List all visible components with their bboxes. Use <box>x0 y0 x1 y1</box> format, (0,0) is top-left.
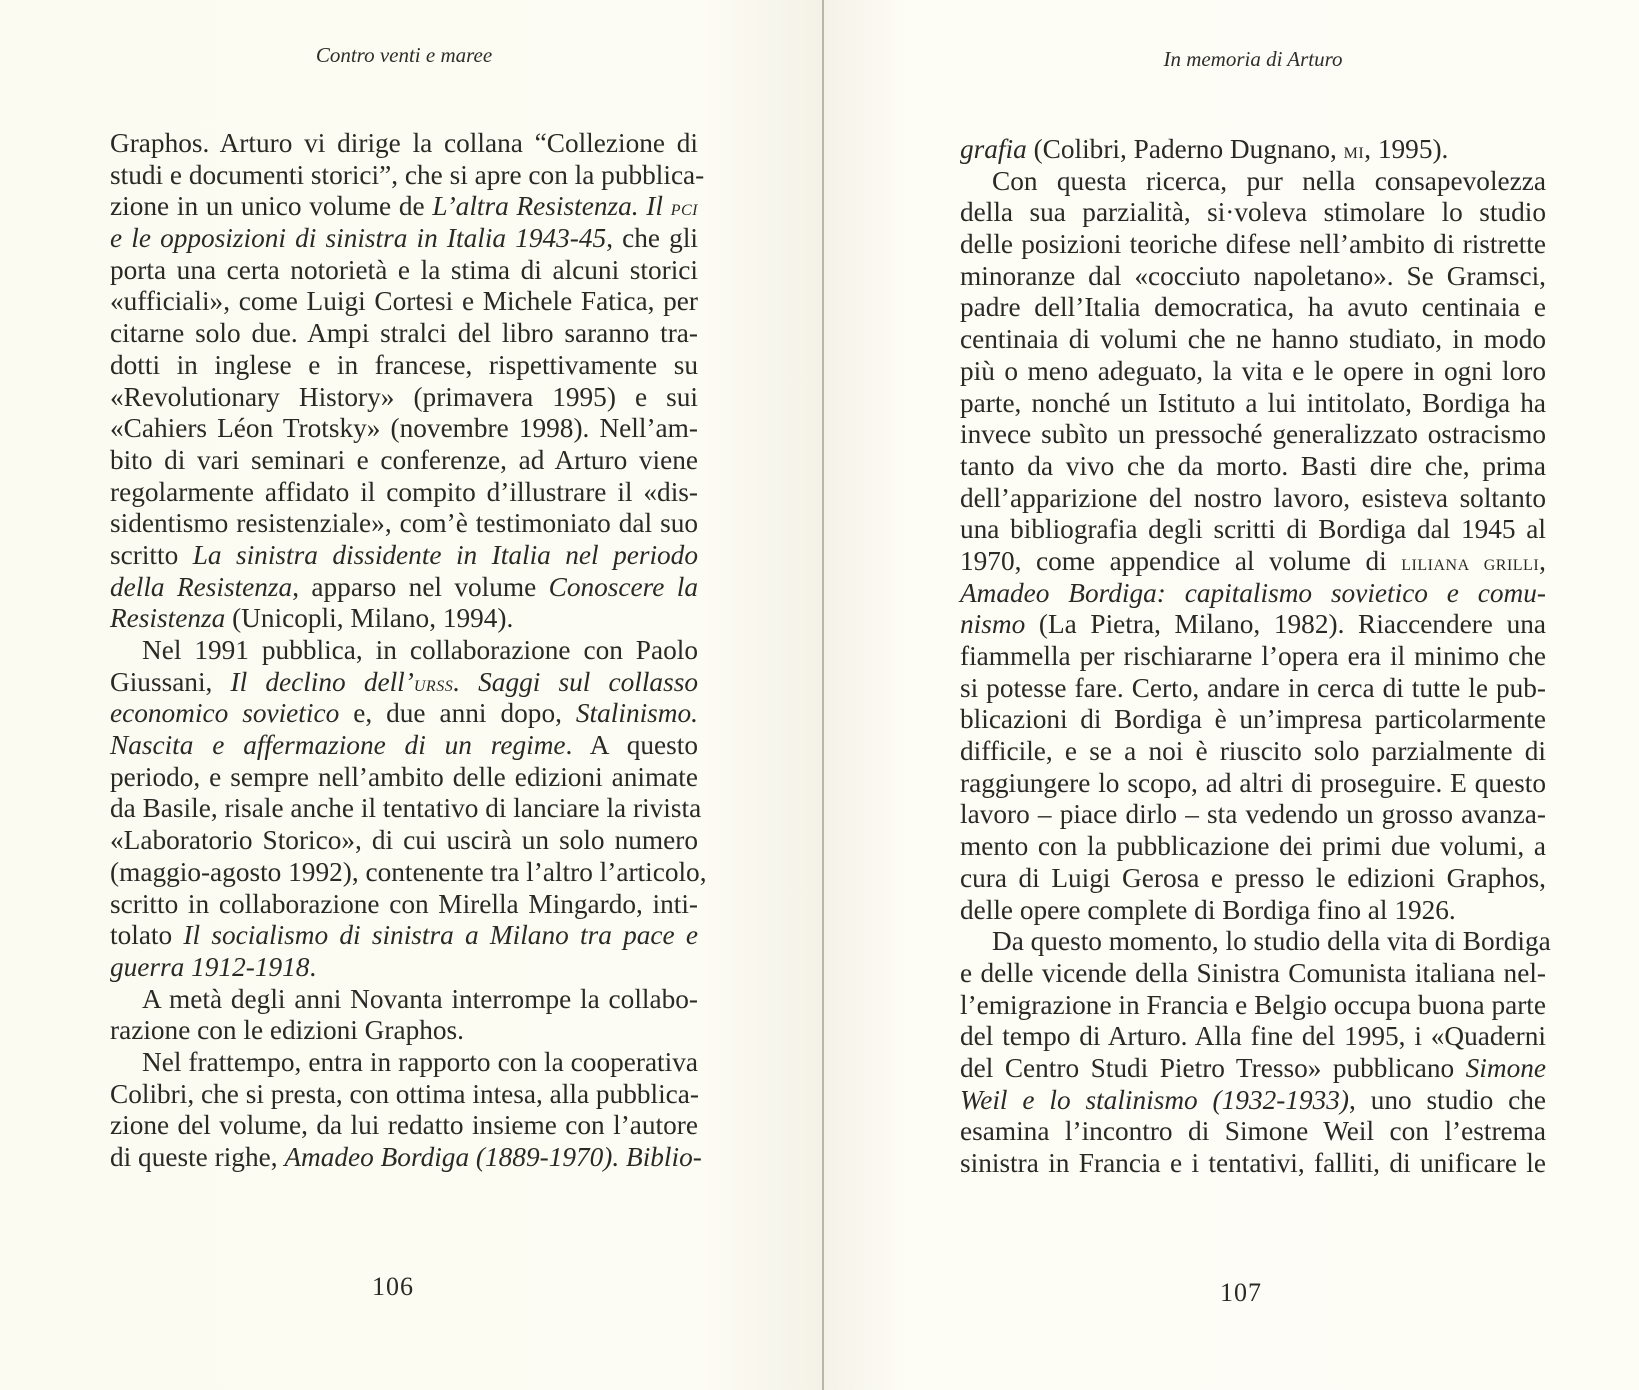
text-line: della sua parzialità, si·voleva stimolare lo studio <box>960 197 1546 228</box>
text-line: lavoro – piace dirlo – sta vedendo un grosso avanza- <box>960 799 1546 830</box>
text-line: Graphos. Arturo vi dirige la collana “Collezione di <box>110 128 698 158</box>
text-line: centinaia di volumi che ne hanno studiato, in modo <box>960 324 1546 355</box>
text-line: guerra 1912-1918. <box>110 951 317 982</box>
text-line: 1970, come appendice al volume di liliana grilli, <box>960 545 1546 576</box>
text-line: regolarmente affidato il compito d’illustrare il «dis- <box>110 476 698 507</box>
left-page-body-text <box>110 128 707 1174</box>
text-line: Nel frattempo, entra in rapporto con la cooperativa <box>142 1046 698 1077</box>
text-line: dotti in inglese e in francese, rispettivamente su <box>110 349 698 380</box>
right-page-body-text <box>960 134 1551 1180</box>
text-line: parte, nonché un Istituto a lui intitolato, Bordiga ha <box>960 387 1546 418</box>
text-line: minoranze dal «cocciuto napoletano». Se Gramsci, <box>960 260 1546 291</box>
text-line: citarne solo due. Ampi stralci del libro saranno tra- <box>110 318 698 349</box>
text-line: esamina l’incontro di Simone Weil con l’estrema <box>960 1116 1546 1147</box>
text-line: zione del volume, da lui redatto insieme con l’autore <box>110 1110 698 1141</box>
text-line: del Centro Studi Pietro Tresso» pubblicano Simone <box>960 1052 1546 1083</box>
text-line: Da questo momento, lo studio della vita di Bordiga <box>992 926 1551 957</box>
left-page-number: 106 <box>372 1272 414 1301</box>
text-line: grafia (Colibri, Paderno Dugnano, mi, 1995). <box>960 134 1449 164</box>
text-line: economico sovietico e, due anni dopo, Stalinismo. <box>110 698 698 729</box>
text-line: della Resistenza, apparso nel volume Conoscere la <box>110 571 698 602</box>
text-line: difficile, e se a noi è riuscito solo parzialmente di <box>960 736 1546 767</box>
text-line: Amadeo Bordiga: capitalismo sovietico e comu- <box>960 577 1546 608</box>
text-line: studi e documenti storici”, che si apre con la pubblica- <box>110 159 705 190</box>
text-line: del tempo di Arturo. Alla fine del 1995, i «Quaderni <box>960 1021 1546 1052</box>
text-line: «Cahiers Léon Trotsky» (novembre 1998). Nell’am- <box>110 413 698 444</box>
text-line: porta una certa notorietà e la stima di alcuni storici <box>110 254 698 285</box>
text-line: «Laboratorio Storico», di cui uscirà un solo numero <box>110 825 698 856</box>
text-line: bito di vari seminari e conferenze, ad Arturo viene <box>110 444 698 475</box>
text-line: e le opposizioni di sinistra in Italia 1943-45, che gli <box>110 223 698 254</box>
text-line: «Revolutionary History» (primavera 1995) e sui <box>110 381 698 412</box>
text-line: fiammella per rischiararne l’opera era il minimo che <box>960 641 1546 671</box>
text-line: si potesse fare. Certo, andare in cerca di tutte le pub- <box>960 672 1546 703</box>
right-running-head: In memoria di Arturo <box>1163 47 1343 71</box>
text-line: scritto in collaborazione con Mirella Mingardo, inti- <box>110 888 698 919</box>
text-line: scritto La sinistra dissidente in Italia nel periodo <box>110 539 698 570</box>
text-line: Resistenza (Unicopli, Milano, 1994). <box>110 603 514 634</box>
text-line: Giussani, Il declino dell’urss. Saggi sul collasso <box>110 666 698 697</box>
text-line: Con questa ricerca, pur nella consapevolezza <box>992 165 1546 196</box>
text-line: razione con le edizioni Graphos. <box>110 1015 464 1046</box>
text-line: sidentismo resistenziale», com’è testimoniato dal suo <box>110 508 698 539</box>
book-gutter <box>822 0 824 1390</box>
text-line: nismo (La Pietra, Milano, 1982). Riaccendere una <box>960 609 1546 640</box>
text-line: tolato Il socialismo di sinistra a Milano tra pace e <box>110 920 698 951</box>
text-line: delle opere complete di Bordiga fino al 1926. <box>960 894 1456 925</box>
text-line: l’emigrazione in Francia e Belgio occupa buona parte <box>960 989 1546 1020</box>
text-line: Weil e lo stalinismo (1932-1933), uno studio che <box>960 1084 1547 1115</box>
text-line: periodo, e sempre nell’ambito delle edizioni animate <box>110 761 698 792</box>
text-line: di queste righe, Amadeo Bordiga (1889-1970). Biblio- <box>110 1142 702 1172</box>
text-line: da Basile, risale anche il tentativo di lanciare la rivista <box>110 793 702 824</box>
text-line: sinistra in Francia e i tentativi, falliti, di unificare le <box>960 1148 1546 1178</box>
text-line: mento con la pubblicazione dei primi due volumi, a <box>960 831 1546 862</box>
text-line: Nascita e affermazione di un regime. A questo <box>110 730 699 761</box>
text-line: Nel 1991 pubblica, in collaborazione con Paolo <box>142 635 698 665</box>
text-line: raggiungere lo scopo, ad altri di proseguire. E questo <box>960 767 1546 798</box>
text-line: (maggio-agosto 1992), contenente tra l’altro l’articolo, <box>110 856 707 887</box>
text-line: una bibliografia degli scritti di Bordiga dal 1945 al <box>960 514 1546 545</box>
text-line: padre dell’Italia democratica, ha avuto centinaia e <box>960 292 1546 323</box>
text-line: «ufficiali», come Luigi Cortesi e Michele Fatica, per <box>110 286 698 317</box>
text-line: cura di Luigi Gerosa e presso le edizioni Graphos, <box>960 862 1546 893</box>
left-running-head: Contro venti e maree <box>315 43 493 67</box>
text-line: Colibri, che si presta, con ottima intesa, alla pubblica- <box>110 1078 699 1109</box>
text-line: delle posizioni teoriche difese nell’ambito di ristrette <box>960 229 1546 260</box>
text-line: invece subìto un pressoché generalizzato ostracismo <box>960 419 1546 450</box>
text-line: tanto da vivo che da morto. Basti dire che, prima <box>960 450 1546 481</box>
text-line: più o meno adeguato, la vita e le opere in ogni loro <box>960 355 1546 386</box>
text-line: e delle vicende della Sinistra Comunista italiana nel- <box>960 957 1546 988</box>
text-line: blicazioni di Bordiga è un’impresa particolarmente <box>960 704 1546 735</box>
right-page-number: 107 <box>1220 1278 1262 1307</box>
text-line: dell’apparizione del nostro lavoro, esisteva soltanto <box>960 482 1546 513</box>
text-line: zione in un unico volume de L’altra Resistenza. Il pci <box>110 191 699 222</box>
text-line: A metà degli anni Novanta interrompe la collabo- <box>142 983 698 1014</box>
